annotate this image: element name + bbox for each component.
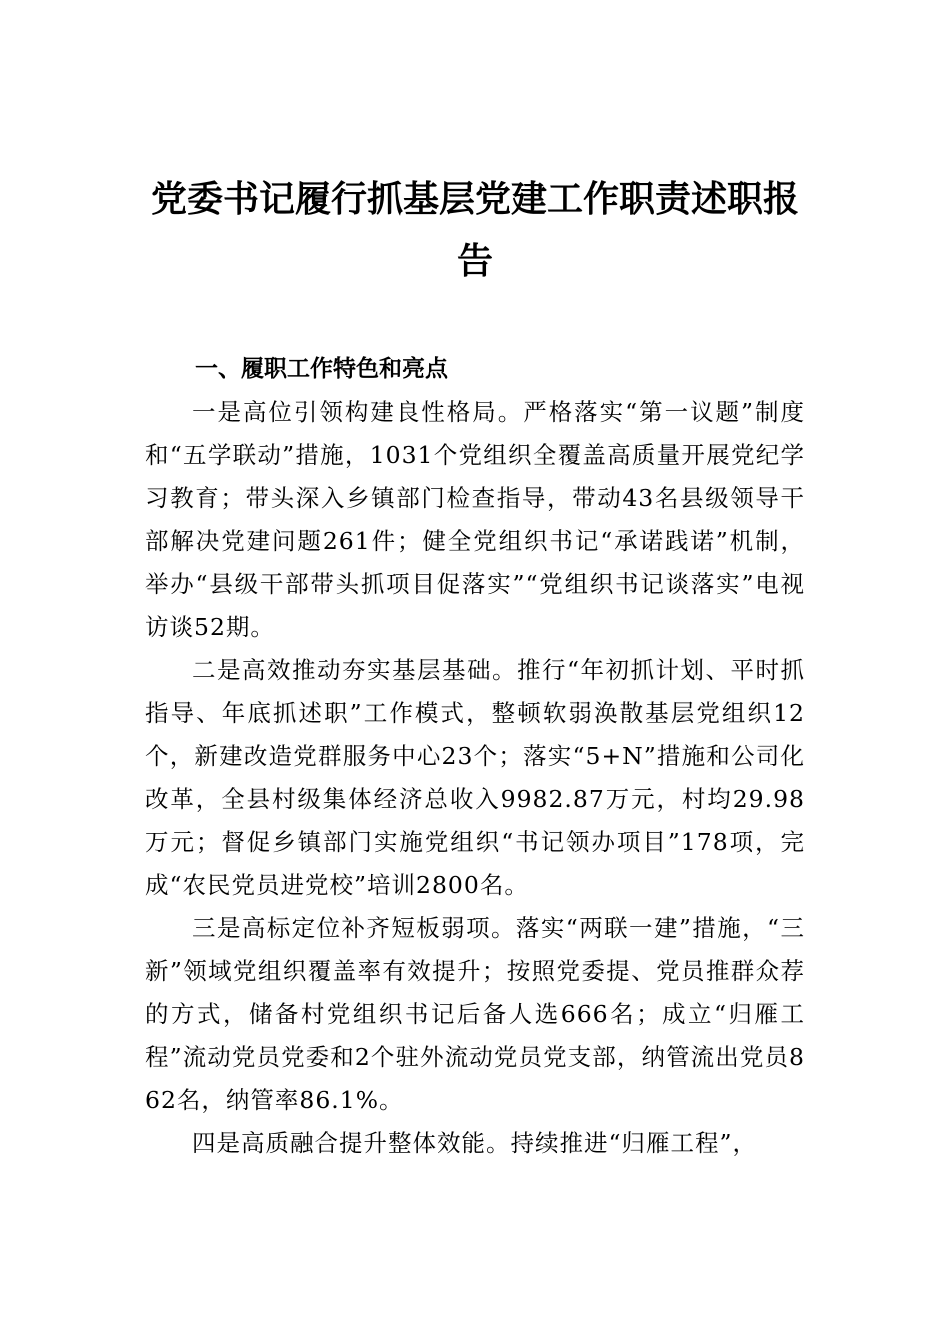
section-heading: 一、履职工作特色和亮点 <box>195 356 448 382</box>
paragraph-3: 三是高标定位补齐短板弱项。落实“两联一建”措施，“三新”领域党组织覆盖率有效提升；按照党委提、党员推群众荐的方式，储备村党组织书记后备人选666名；成立“归雁工程”流动党员党委和2个驻外流动党员党支部，纳管流出党员862名，纳管率86.1%。 <box>145 914 805 1114</box>
paragraph-1: 一是高位引领构建良性格局。严格落实“第一议题”制度和“五学联动”措施，1031个党组织全覆盖高质量开展党纪学习教育；带头深入乡镇部门检查指导，带动43名县级领导干部解决党建问题261件；健全党组织书记“承诺践诺”机制，举办“县级干部带头抓项目促落实”“党组织书记谈落实”电视访谈52期。 <box>145 398 805 641</box>
document-body <box>145 348 805 1165</box>
paragraph-4: 四是高质融合提升整体效能。持续推进“归雁工程”， <box>192 1129 758 1157</box>
document-title: 党委书记履行抓基层党建工作职责述职报告 <box>150 178 799 282</box>
paragraph-2: 二是高效推动夯实基层基础。推行“年初抓计划、平时抓指导、年底抓述职”工作模式，整顿软弱涣散基层党组织12个，新建改造党群服务中心23个；落实“5+N”措施和公司化改革，全县村级集体经济总收入9982.87万元，村均29.98万元；督促乡镇部门实施党组织“书记领办项目”178项，完成“农民党员进党校”培训2800名。 <box>145 656 805 899</box>
